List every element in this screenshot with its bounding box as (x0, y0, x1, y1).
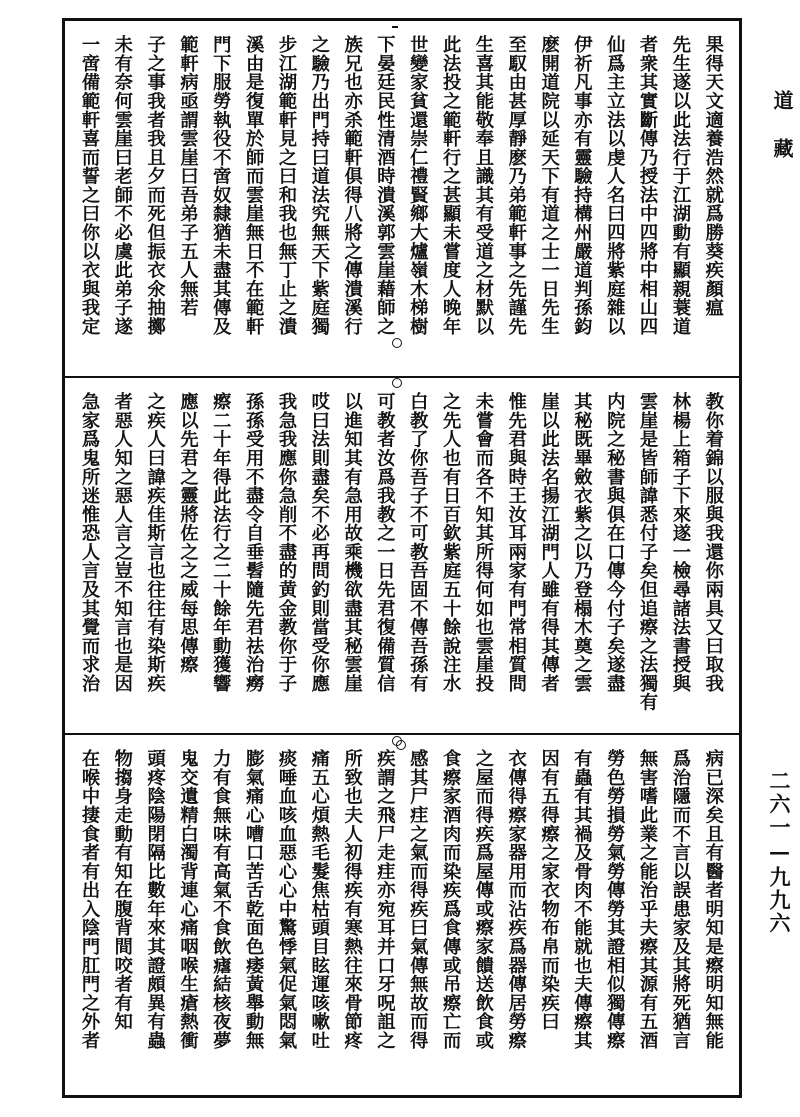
text-block-middle (65, 378, 739, 733)
text-column: 者衆其實斷傳乃授法中四將中相山四 (637, 35, 659, 336)
text-column: 先生遂以此法行于江湖動有顯親蓑道 (669, 35, 691, 336)
page-number: 二六一—九九六 (767, 770, 792, 935)
text-column: 痛五心煩熱毛髮焦枯頭目眩運咳嗽吐 (308, 749, 330, 1050)
text-column: 未有奈何雲崖曰老師不必虞此弟子遂 (111, 35, 133, 336)
text-column: 瘵二十年得此法行之二十餘年動獲響 (210, 392, 232, 693)
text-column: 之疾人曰諱疾佳斯言也往往有染斯疾 (144, 392, 166, 693)
text-column: 衣傳得瘵家器用而沾疾爲器傳居勞瘵 (505, 749, 527, 1050)
text-column: 内院之秘書與俱在口傳今付子矣遂盡 (604, 392, 626, 693)
text-column: 食瘵家酒肉而染疾爲食傳或吊瘵亡而 (440, 749, 462, 1050)
circle-mark-icon (392, 338, 402, 348)
text-column: 因有五得瘵之家衣物布帛而染疾曰 (538, 749, 560, 1031)
text-column: 崖以此法名揚江湖門人雖有得其傳者 (538, 392, 560, 693)
text-column: 之先人也有日百欽紫庭五十餘說注水 (440, 392, 462, 693)
text-column: 其秘既畢斂衣紫之以乃登榻木奠之雲 (571, 392, 593, 693)
text-column: 麽開道院以延天下有道之士一日先生 (538, 35, 560, 336)
text-column: 鬼交遺精白濁背連心痛咽喉生瘡熱衝 (177, 749, 199, 1050)
text-column: 世變家貧還崇仁禮賢鄉大爐嶺木梯樹 (407, 35, 429, 336)
text-column: 哎曰法則盡矣不必再問釣則當受你應 (308, 392, 330, 693)
text-column: 門下服勞執役不啻奴隸猶未盡其傳及 (210, 35, 232, 336)
collection-title: 道藏 (770, 90, 794, 186)
text-column: 步江湖範軒見之曰和我也無丁止之潰 (275, 35, 297, 336)
text-column: 急家爲鬼所迷惟恐人言及其覺而求治 (79, 392, 100, 693)
text-column: 者惡人知之惡人言之豈不知言也是因 (111, 392, 133, 693)
text-column: 應以先君之靈將佐之之威每思傳瘵 (177, 392, 199, 674)
text-column: 以進知其有急用故乘機欲盡其秘雲崖 (341, 392, 363, 693)
text-column: 之屋而得疾爲屋傳或瘵家饋送飲食或 (472, 749, 494, 1050)
text-column: 所致也夫人初得疾有寒熱往來骨節疼 (341, 749, 363, 1050)
text-column: 在喉中捿食者有出入陰門肛門之外者 (79, 749, 100, 1050)
text-column: 痰唾血咳血惡心心中驚悸氣促氣悶氣 (275, 749, 297, 1050)
fold-mark-icon (392, 26, 398, 28)
text-column: 我急我應你急削不盡的黄金教你于子 (275, 392, 297, 693)
text-column: 子之事我者我且夕而死但振衣氽抽擲 (144, 35, 166, 336)
text-column: 孫孫受用不盡令自垂髫隨先君祛治癆 (243, 392, 265, 693)
text-column: 感其尸疰之氣而得疾曰氣傳無故而得 (407, 749, 429, 1050)
text-column: 雲崖是皆師諱悉付子矣但追瘵之法獨有 (637, 392, 659, 712)
text-column: 可教者汝爲我教之一日先君復備質信 (374, 392, 396, 693)
page-frame (62, 18, 742, 1098)
text-column: 物搊身走動有知在腹背間咬者有知 (111, 749, 133, 1031)
text-column: 果得天文適養浩然就爲勝葵疾顏瘟 (702, 35, 724, 317)
columns-top (75, 35, 727, 366)
text-column: 病已深矣且有醫者明知是瘵明知無能 (702, 749, 724, 1050)
text-column: 下晏廷民性清酒時潰溪郭雲崖藉師之 (374, 35, 396, 336)
columns-bottom (75, 749, 727, 1085)
text-column: 一啻備範軒喜而誓之曰你以衣與我定 (79, 35, 100, 336)
text-column: 有蟲有其禍及骨肉不能就也夫傳瘵其 (571, 749, 593, 1050)
text-column: 溪由是復單於師而雲崖無日不在範軒 (243, 35, 265, 336)
circle-mark-icon (392, 378, 402, 388)
text-column: 教你着錦以服與我還你兩具又曰取我 (702, 392, 724, 693)
text-block-top (65, 21, 739, 376)
circle-mark-icon (396, 740, 406, 750)
text-column: 仙爲主立法以虔人名曰四將紫庭雜以 (604, 35, 626, 336)
text-column: 惟先君與時王汝耳兩家有門常相質問 (505, 392, 527, 693)
text-column: 至馭由甚厚靜麽乃弟範軒事之先謹先 (505, 35, 527, 336)
text-column: 白教了你吾子不可教吾固不傳吾孫有 (407, 392, 429, 693)
text-column: 生喜其能敬奉且識其有受道之材默以 (472, 35, 494, 336)
text-column: 膨氣痛心嘈口苦舌乾面色痿黃舉動無 (243, 749, 265, 1050)
text-column: 疾謂之飛尸走疰亦宛耳并口牙呪詛之 (374, 749, 396, 1050)
text-column: 未嘗會而各不知其所得何如也雲崖投 (472, 392, 494, 693)
text-column: 範軒病亟謂雲崖曰吾弟子五人無若 (177, 35, 199, 317)
text-column: 爲治隱而不言以誤患家及其將死猶言 (669, 749, 691, 1050)
text-column: 無害嗜此業之能治乎夫瘵其源有五酒 (637, 749, 659, 1050)
text-column: 力有食無味有高氣不食飲瘧結核夜夢 (210, 749, 232, 1050)
text-column: 此法投之範軒行之甚顯未嘗度人晚年 (440, 35, 462, 336)
text-column: 族兄也亦杀範軒俱得八將之傳潰溪行 (341, 35, 363, 336)
text-column: 之驗乃出門持曰道法究無天下紫庭獨 (308, 35, 330, 336)
text-column: 勞色勞損勞氣勞傳勞其證相似獨傳瘵 (604, 749, 626, 1050)
text-column: 頭疼陰陽閉隔比數年來其證頗異有蟲 (144, 749, 166, 1050)
text-block-bottom (65, 735, 739, 1095)
text-column: 林楊上箱子下來遂一檢尋諸法書授與 (669, 392, 691, 693)
columns-middle (75, 392, 727, 723)
text-column: 伊祈凡事亦有靈驗持構州嚴道判孫鈞 (571, 35, 593, 336)
